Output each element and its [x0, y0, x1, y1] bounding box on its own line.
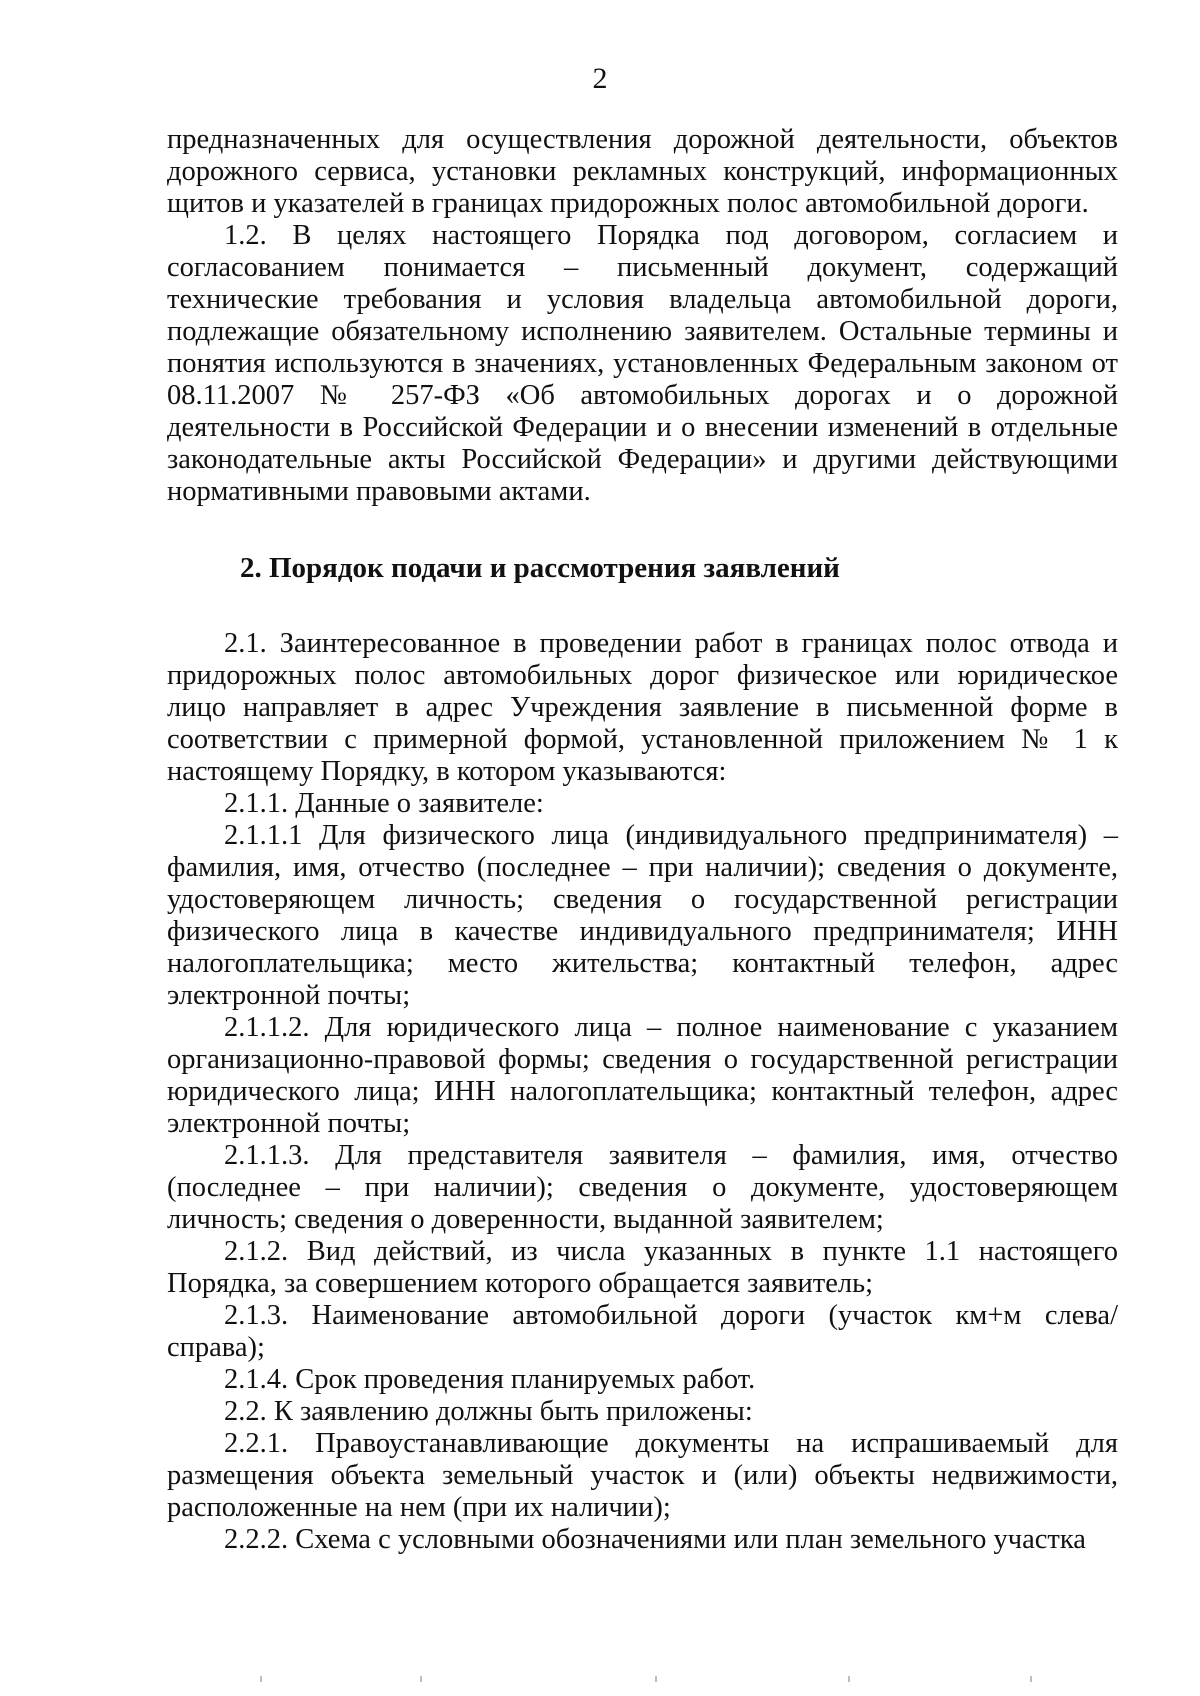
paragraph-2-1-2: 2.1.2. Вид действий, из числа указанных в пункте 1.1 настоящего Порядка, за совершением которого обращается заявитель;: [167, 1236, 1118, 1299]
scan-mark: [655, 1676, 657, 1682]
paragraph-2-1: 2.1. Заинтересованное в проведении работ в границах полос отвода и придорожных полос автомобильных дорог физическое или юридическое лицо направляет в адрес Учреждения заявление в письменной форме в соответствии с примерной формой, установленной приложением № 1 к настоящему Порядку, в котором указываются:: [167, 628, 1118, 787]
paragraph-2-2-2: 2.2.2. Схема с условными обозначениями или план земельного участка: [224, 1524, 1086, 1555]
paragraph-2-2: 2.2. К заявлению должны быть приложены:: [224, 1396, 753, 1427]
page-number: 2: [592, 62, 608, 95]
document-body: [167, 124, 1118, 1556]
paragraph-2-1-1-1: 2.1.1.1 Для физического лица (индивидуального предпринимателя) – фамилия, имя, отчество (последнее – при наличии); сведения о документе, удостоверяющем личность; сведения о государственной регистрации физического лица в качестве индивидуального предпринимателя; ИНН налогоплательщика; место жительства; контактный телефон, адрес электронной почты;: [167, 820, 1118, 1011]
scan-mark: [848, 1676, 850, 1682]
paragraph-2-1-4: 2.1.4. Срок проведения планируемых работ.: [224, 1364, 756, 1395]
paragraph-2-2-1: 2.2.1. Правоустанавливающие документы на испрашиваемый для размещения объекта земельный участок и (или) объекты недвижимости, расположенные на нем (при их наличии);: [167, 1428, 1118, 1523]
paragraph-2-1-1-3: 2.1.1.3. Для представителя заявителя – фамилия, имя, отчество (последнее – при наличии); сведения о документе, удостоверяющем личность; сведения о доверенности, выданной заявителем;: [167, 1140, 1118, 1235]
paragraph-2-1-1-2: 2.1.1.2. Для юридического лица – полное наименование с указанием организационно-правовой формы; сведения о государственной регистрации юридического лица; ИНН налогоплательщика; контактный телефон, адрес электронной почты;: [167, 1012, 1118, 1139]
paragraph-2-1-3: 2.1.3. Наименование автомобильной дороги (участок км+м слева/справа);: [167, 1300, 1118, 1363]
paragraph-1-2: 1.2. В целях настоящего Порядка под договором, согласием и согласованием понимается – письменный документ, содержащий технические требования и условия владельца автомобильной дороги, подлежащие обязательному исполнению заявителем. Остальные термины и понятия используются в значениях, установленных Федеральным законом от 08.11.2007 № 257-ФЗ «Об автомобильных дорогах и о дорожной деятельности в Российской Федерации и о внесении изменений в отдельные законодательные акты Российской Федерации» и другими действующими нормативными правовыми актами.: [167, 220, 1118, 507]
scan-mark: [260, 1676, 262, 1682]
section-heading: 2. Порядок подачи и рассмотрения заявлений: [240, 552, 840, 584]
scan-mark: [420, 1676, 422, 1682]
paragraph-2-1-1: 2.1.1. Данные о заявителе:: [224, 788, 544, 819]
scan-mark: [1030, 1676, 1032, 1682]
paragraph-continuation: предназначенных для осуществления дорожной деятельности, объектов дорожного сервиса, установки рекламных конструкций, информационных щитов и указателей в границах придорожных полос автомобильной дороги.: [167, 124, 1118, 219]
scan-edge-marks: [0, 1676, 1200, 1686]
